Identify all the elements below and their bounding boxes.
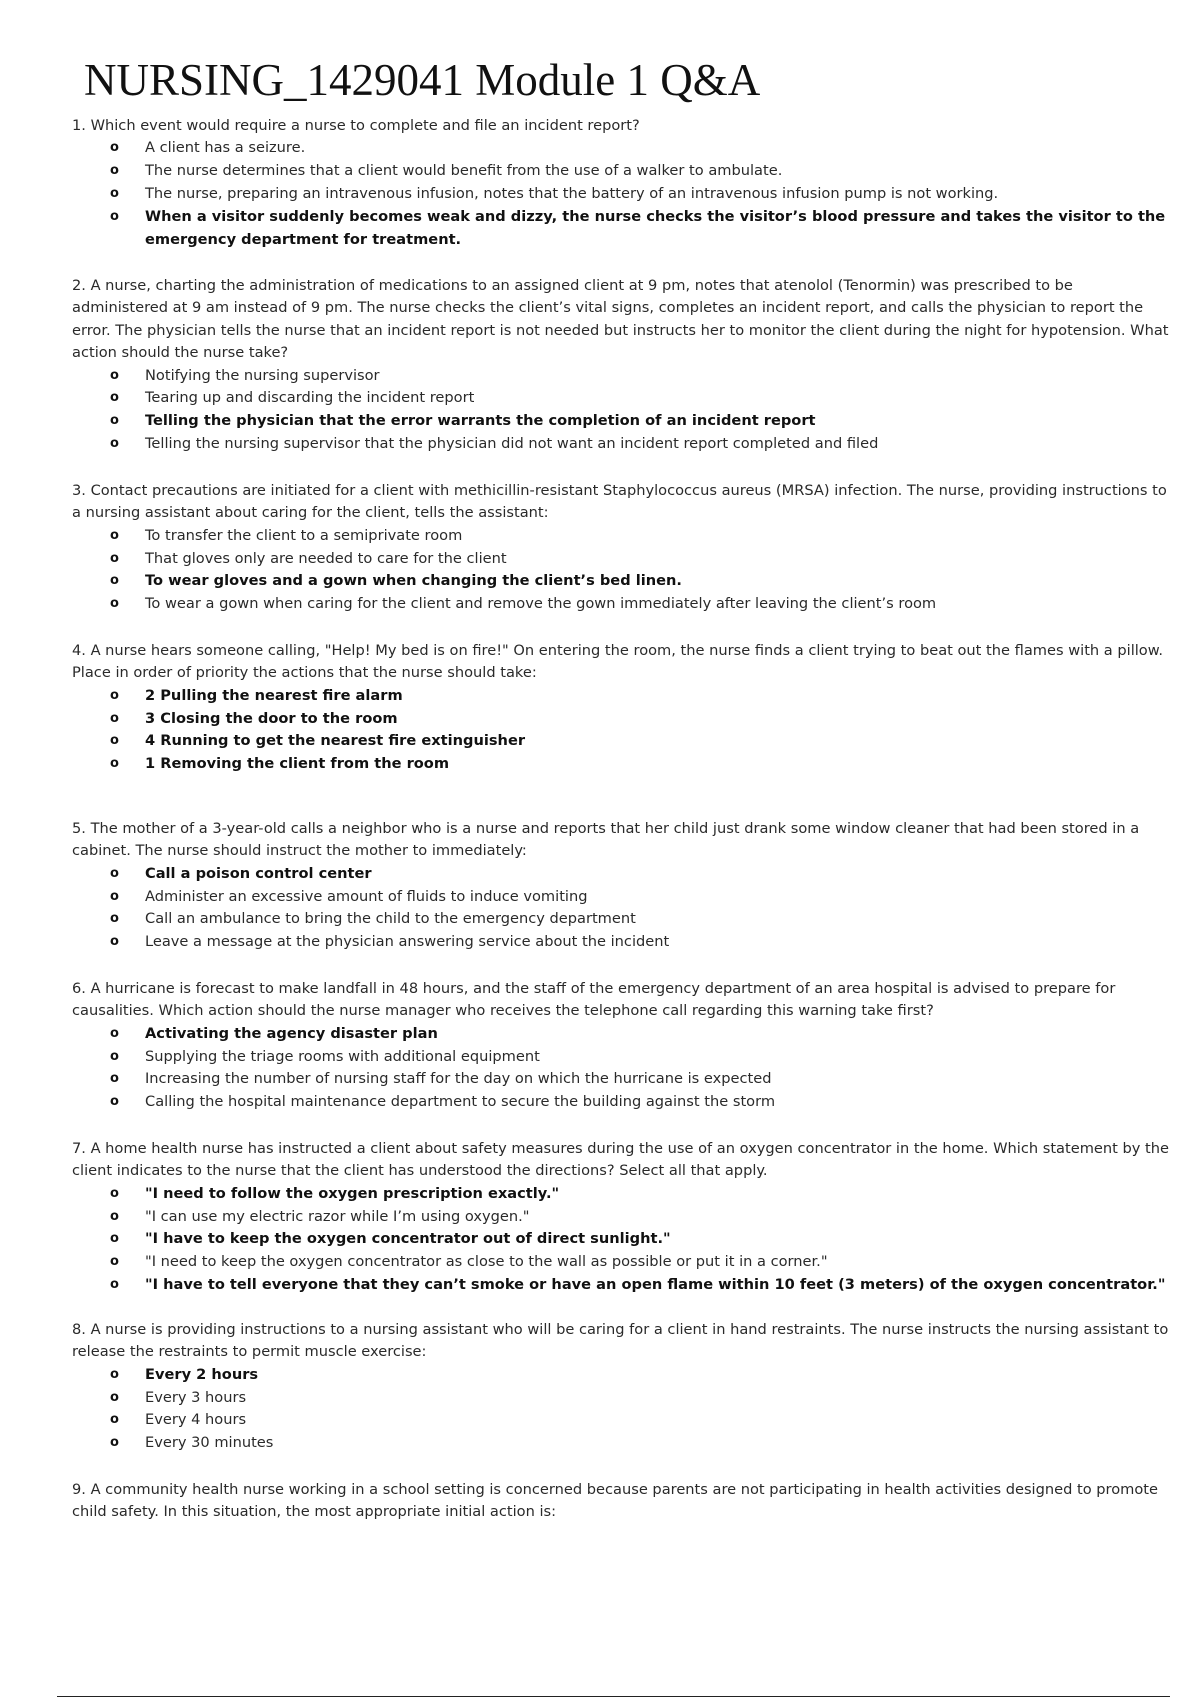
page-title: NURSING_1429041 Module 1 Q&A <box>84 55 761 105</box>
answer-option-text: 1 Removing the client from the room <box>145 755 450 773</box>
answer-option-correct <box>72 206 1172 252</box>
answer-option-correct <box>72 1364 1172 1387</box>
answer-option <box>72 1091 1172 1114</box>
answer-option <box>72 525 1172 548</box>
answer-option-correct <box>72 410 1172 433</box>
answer-option-text: Administer an excessive amount of fluids to induce vomiting <box>145 887 588 905</box>
question-2 <box>72 275 1172 456</box>
bullet-icon: o <box>110 436 119 452</box>
answer-option-text: Every 3 hours <box>145 1388 247 1406</box>
answer-options <box>72 365 1172 456</box>
answer-option <box>72 1206 1172 1229</box>
bullet-icon: o <box>110 527 119 543</box>
answer-option <box>72 183 1172 206</box>
answer-option-text: 4 Running to get the nearest fire extinguisher <box>145 732 526 750</box>
question-6 <box>72 978 1172 1114</box>
answer-option-correct <box>72 685 1172 708</box>
answer-option-text: To wear a gown when caring for the client and remove the gown immediately after leaving the client’s room <box>145 595 937 613</box>
answer-option <box>72 931 1172 954</box>
answer-option-correct <box>72 753 1172 776</box>
answer-option-text: "I have to tell everyone that they can’t smoke or have an open flame within 10 feet (3 meters) of the oxygen concentrator." <box>145 1276 1166 1293</box>
answer-options <box>72 1023 1172 1114</box>
bullet-icon: o <box>110 1185 119 1201</box>
bullet-icon: o <box>110 140 119 156</box>
answer-option <box>72 160 1172 183</box>
answer-options <box>72 863 1172 954</box>
bullet-icon: o <box>110 1208 119 1224</box>
answer-options <box>72 525 1172 616</box>
answer-option-text: "I have to keep the oxygen concentrator out of direct sunlight." <box>145 1230 671 1248</box>
bullet-icon: o <box>110 367 119 383</box>
answer-option-text: Every 30 minutes <box>145 1434 274 1452</box>
answer-option <box>72 1409 1172 1432</box>
bullet-icon: o <box>110 1254 119 1270</box>
answer-option <box>72 908 1172 931</box>
answer-options <box>72 137 1172 251</box>
answer-option-text: 3 Closing the door to the room <box>145 709 398 727</box>
answer-option-text: Notifying the nursing supervisor <box>145 366 380 384</box>
answer-options <box>72 1183 1172 1297</box>
question-text: 2. A nurse, charting the administration of medications to an assigned client at 9 pm, notes that atenolol (Tenormin) was prescribed to be administered at 9 am instead of 9 pm. The nurse checks the client’s vital signs, completes an incident report, and calls the physician to report the error. The physician tells the nurse that an incident report is not needed but instructs her to monitor the client during the night for hypotension. What action should the nurse take? <box>72 277 1169 362</box>
bullet-icon: o <box>110 573 119 589</box>
answer-option-text: Call an ambulance to bring the child to the emergency department <box>145 910 636 928</box>
answer-option-text: Call a poison control center <box>145 864 372 882</box>
bullet-icon: o <box>110 208 119 224</box>
answer-option-text: Every 4 hours <box>145 1411 247 1429</box>
answer-option <box>72 886 1172 909</box>
answer-option <box>72 433 1172 456</box>
answer-option <box>72 1432 1172 1455</box>
answer-option-text: Tearing up and discarding the incident report <box>145 389 475 407</box>
answer-option-text: Increasing the number of nursing staff for the day on which the hurricane is expected <box>145 1070 772 1088</box>
question-1 <box>72 115 1172 251</box>
answer-option-text: To transfer the client to a semiprivate room <box>145 526 463 544</box>
answer-option <box>72 548 1172 571</box>
answer-option-correct <box>72 1228 1172 1251</box>
answer-option-text: "I can use my electric razor while I’m using oxygen." <box>145 1207 530 1225</box>
answer-option <box>72 137 1172 160</box>
bullet-icon: o <box>110 390 119 406</box>
bullet-icon: o <box>110 888 119 904</box>
answer-option-correct <box>72 863 1172 886</box>
answer-option-text: Every 2 hours <box>145 1365 259 1383</box>
answer-option-correct <box>72 1183 1172 1206</box>
bullet-icon: o <box>110 1048 119 1064</box>
bullet-icon: o <box>110 934 119 950</box>
question-text: 6. A hurricane is forecast to make landfall in 48 hours, and the staff of the emergency department of an area hospital is advised to prepare for causalities. Which action should the nurse manager who receives the telephone call regarding this warning take first? <box>72 980 1116 1020</box>
answer-option-text: That gloves only are needed to care for the client <box>145 549 507 567</box>
answer-option-text: Activating the agency disaster plan <box>145 1024 438 1042</box>
bullet-icon: o <box>110 911 119 927</box>
answer-option-text: "I need to follow the oxygen prescription exactly." <box>145 1184 560 1202</box>
bullet-icon: o <box>110 1071 119 1087</box>
answer-option <box>72 387 1172 410</box>
question-text: 5. The mother of a 3-year-old calls a neighbor who is a nurse and reports that her child just drank some window cleaner that had been stored in a cabinet. The nurse should instruct the mother to immediately: <box>72 820 1140 860</box>
bullet-icon: o <box>110 756 119 772</box>
question-7 <box>72 1138 1172 1297</box>
answer-option-text: Leave a message at the physician answering service about the incident <box>145 933 670 951</box>
answer-option-correct <box>72 730 1172 753</box>
bullet-icon: o <box>110 1435 119 1451</box>
answer-option-text: The nurse determines that a client would benefit from the use of a walker to ambulate. <box>145 162 783 180</box>
footer-divider <box>57 1696 1170 1697</box>
question-text: 4. A nurse hears someone calling, "Help! My bed is on fire!" On entering the room, the nurse finds a client trying to beat out the flames with a pillow. Place in order of priority the actions that the nurse should take: <box>72 642 1163 682</box>
answer-option-text: When a visitor suddenly becomes weak and dizzy, the nurse checks the visitor’s blood pressure and takes the visitor to the emergency department for treatment. <box>145 207 1166 248</box>
answer-option-text: Telling the physician that the error warrants the completion of an incident report <box>145 412 816 430</box>
question-text: 9. A community health nurse working in a school setting is concerned because parents are not participating in health activities designed to promote child safety. In this situation, the most appropriate initial action is: <box>72 1481 1159 1521</box>
answer-option-text: 2 Pulling the nearest fire alarm <box>145 686 403 704</box>
bullet-icon: o <box>110 1094 119 1110</box>
bullet-icon: o <box>110 550 119 566</box>
question-text: 3. Contact precautions are initiated for a client with methicillin-resistant Staphylococcus aureus (MRSA) infection. The nurse, providing instructions to a nursing assistant about caring for the client, tells the assistant: <box>72 482 1167 522</box>
answer-option <box>72 1387 1172 1410</box>
answer-options <box>72 685 1172 776</box>
bullet-icon: o <box>110 1389 119 1405</box>
answer-option <box>72 1068 1172 1091</box>
bullet-icon: o <box>110 163 119 179</box>
bullet-icon: o <box>110 687 119 703</box>
answer-option-correct <box>72 1023 1172 1046</box>
answer-option-text: The nurse, preparing an intravenous infusion, notes that the battery of an intravenous infusion pump is not working. <box>145 185 999 202</box>
bullet-icon: o <box>110 1231 119 1247</box>
answer-option-text: "I need to keep the oxygen concentrator as close to the wall as possible or put it in a corner." <box>145 1253 828 1271</box>
question-3 <box>72 480 1172 616</box>
answer-option <box>72 365 1172 388</box>
question-5 <box>72 818 1172 954</box>
answer-option-text: Supplying the triage rooms with additional equipment <box>145 1047 540 1065</box>
question-text: 1. Which event would require a nurse to complete and file an incident report? <box>72 117 640 134</box>
answer-option-text: Calling the hospital maintenance department to secure the building against the storm <box>145 1093 776 1111</box>
bullet-icon: o <box>110 1412 119 1428</box>
bullet-icon: o <box>110 413 119 429</box>
bullet-icon: o <box>110 186 119 201</box>
answer-option-correct <box>72 708 1172 731</box>
question-8 <box>72 1319 1172 1455</box>
answer-option <box>72 1046 1172 1069</box>
bullet-icon: o <box>110 733 119 749</box>
answer-option-text: A client has a seizure. <box>145 139 306 157</box>
bullet-icon: o <box>110 1025 119 1041</box>
answer-options <box>72 1364 1172 1455</box>
question-4 <box>72 640 1172 776</box>
bullet-icon: o <box>110 1366 119 1382</box>
answer-option <box>72 593 1172 616</box>
answer-option <box>72 1251 1172 1274</box>
answer-option-correct <box>72 570 1172 593</box>
bullet-icon: o <box>110 596 119 612</box>
question-text: 7. A home health nurse has instructed a client about safety measures during the use of an oxygen concentrator in the home. Which statement by the client indicates to the nurse that the client has understood the directions? Select all that apply. <box>72 1140 1169 1180</box>
bullet-icon: o <box>110 865 119 881</box>
answer-option-correct <box>72 1274 1172 1297</box>
bullet-icon: o <box>110 1277 119 1292</box>
answer-option-text: Telling the nursing supervisor that the physician did not want an incident report completed and filed <box>145 435 879 453</box>
answer-option-text: To wear gloves and a gown when changing the client’s bed linen. <box>145 572 682 590</box>
question-text: 8. A nurse is providing instructions to a nursing assistant who will be caring for a client in hand restraints. The nurse instructs the nursing assistant to release the restraints to permit muscle exercise: <box>72 1321 1169 1361</box>
question-9 <box>72 1479 1172 1524</box>
bullet-icon: o <box>110 710 119 726</box>
